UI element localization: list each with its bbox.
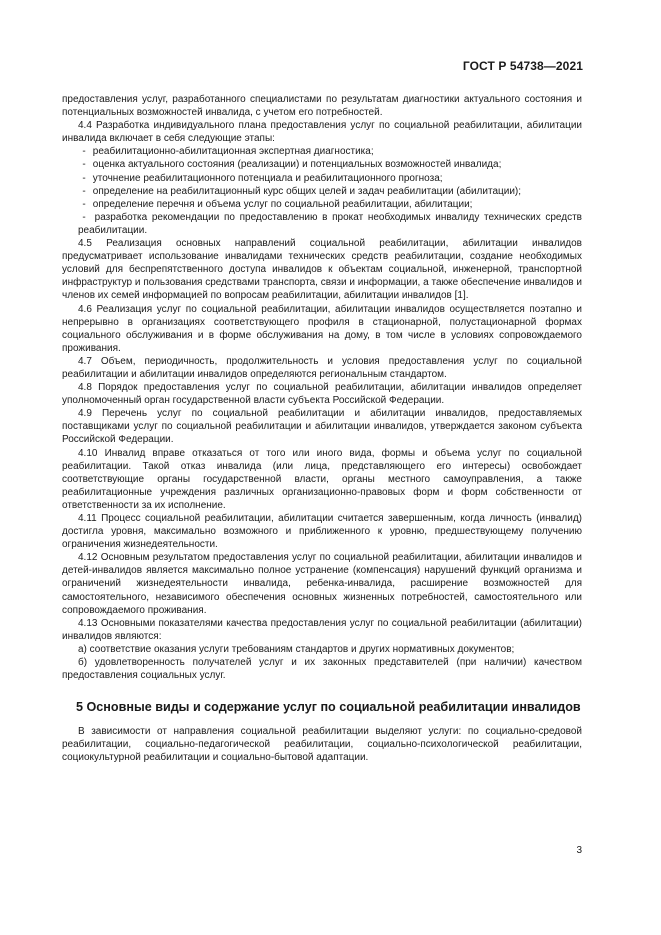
list-item-text: оценка актуального состояния (реализации) и потенциальных возможностей инвалида; xyxy=(92,159,502,171)
paragraph: 4.10 Инвалид вправе отказаться от того или иного вида, формы и объема услуг по социальной реабилитации. Такой отказ инвалида (или лица, представляющего его интересы) освобождает соответствующие органы государственной власти, органы местного самоуправления, а также реабилитационные учреждения различных организационно-правовых форм и форм собственности от ответственности за их исполнение. xyxy=(62,447,582,511)
list-item-text: определение на реабилитационный курс общих целей и задач реабилитации (абилитации); xyxy=(92,185,522,197)
list-item-text: реабилитационно-абилитационная экспертная диагностика; xyxy=(92,146,374,158)
paragraph: 4.4 Разработка индивидуального плана предоставления услуг по социальной реабилитации, абилитации инвалида включает в себя следующие этапы: xyxy=(62,120,582,145)
paragraph: 4.12 Основным результатом предоставления услуг по социальной реабилитации, абилитации инвалидов и детей-инвалидов является максимально полное устранение (компенсация) нарушений функций организма и ограничений жизнедеятельности инвалида, ребенка-инвалида, расширение возможностей для самостоятельного, независимого обеспечения основных жизненных потребностей, самостоятельного или сопровождаемого проживания. xyxy=(62,552,582,616)
document-standard-number: ГОСТ Р 54738—2021 xyxy=(462,59,583,73)
paragraph: 4.8 Порядок предоставления услуг по социальной реабилитации, абилитации инвалидов определяет уполномоченный орган государственной власти субъекта Российской Федерации. xyxy=(62,382,582,407)
section-4-paragraphs xyxy=(62,93,582,682)
list-item xyxy=(62,185,582,198)
list-item-text: уточнение реабилитационного потенциала и реабилитационного прогноза; xyxy=(92,172,443,184)
paragraph: 4.11 Процесс социальной реабилитации, абилитации считается завершенным, когда личность (инвалид) достигла уровня, максимально возможного и приближенного к уровню, предшествующему получению ограничения жизнедеятельности. xyxy=(62,513,582,551)
dash-bullet: - xyxy=(82,185,86,197)
list-item xyxy=(62,211,582,237)
paragraph: 4.9 Перечень услуг по социальной реабилитации и абилитации инвалидов, предоставляемых поставщиками услуг по социальной реабилитации и абилитации инвалидов, утверждается законом субъекта Российской Федерации. xyxy=(62,408,582,446)
list-item xyxy=(62,198,582,211)
document-body xyxy=(62,93,582,765)
section-5-paragraph: В зависимости от направления социальной реабилитации выделяют услуги: по социально-средовой реабилитации, социально-педагогической реабилитации, социально-психологической реабилитации, социокультурной реабилитации и социально-бытовой адаптации. xyxy=(62,726,582,764)
paragraph: предоставления услуг, разработанного специалистами по результатам диагностики актуального состояния и потенциальных возможностей инвалида, с учетом его потребностей. xyxy=(62,94,582,119)
list-item xyxy=(62,172,582,185)
dash-bullet: - xyxy=(82,211,86,223)
list-item-text: разработка рекомендации по предоставлению в прокат необходимых инвалиду технических средств реабилитации. xyxy=(78,211,582,236)
dash-bullet: - xyxy=(82,146,86,158)
list-item xyxy=(62,158,582,171)
paragraph: а) соответствие оказания услуги требованиям стандартов и других нормативных документов; xyxy=(78,643,515,655)
dash-bullet: - xyxy=(82,159,86,171)
dash-bullet: - xyxy=(82,198,86,210)
paragraph: 4.13 Основными показателями качества предоставления услуг по социальной реабилитации (абилитации) инвалидов являются: xyxy=(62,617,582,642)
section-5-heading: 5 Основные виды и содержание услуг по социальной реабилитации инвалидов xyxy=(76,700,581,715)
page-number: 3 xyxy=(576,845,582,856)
paragraph: 4.6 Реализация услуг по социальной реабилитации, абилитации инвалидов осуществляется поэтапно и непрерывно в организациях соответствующего профиля в стационарной, полустационарной формах социального обслуживания и в форме обслуживания на дому, в том числе в условиях сопровождаемого проживания. xyxy=(62,303,582,354)
list-item-text: определение перечня и объема услуг по социальной реабилитации, абилитации; xyxy=(92,198,473,210)
paragraph: 4.7 Объем, периодичность, продолжительность и условия предоставления услуг по социальной реабилитации и абилитации инвалидов определяются региональным стандартом. xyxy=(62,355,582,380)
paragraph: 4.5 Реализация основных направлений социальной реабилитации, абилитации инвалидов предусматривает использование инвалидами технических средств реабилитации, создание необходимых условий для беспрепятственного доступа инвалидов к объектам социальной, инженерной, транспортной инфраструктур и пользования средствами транспорта, связи и информации, а также обеспечение инвалидов и членов их семей информацией по вопросам реабилитации, абилитации инвалидов [1]. xyxy=(62,238,582,302)
paragraph: б) удовлетворенность получателей услуг и их законных представителей (при наличии) качеством предоставления социальных услуг. xyxy=(62,657,582,682)
dash-bullet: - xyxy=(82,172,86,184)
list-item xyxy=(62,145,582,158)
